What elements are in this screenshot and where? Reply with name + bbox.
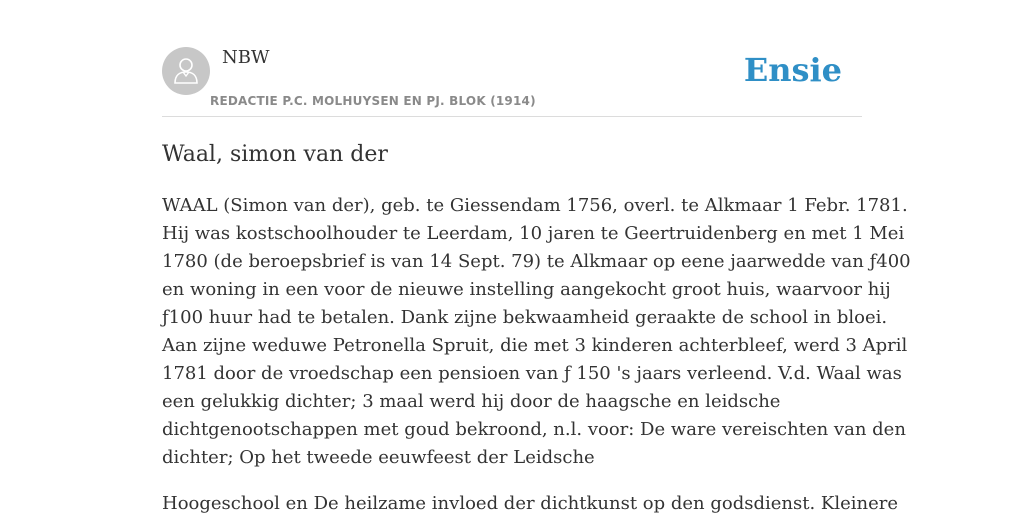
paragraph-line: en woning in een voor de nieuwe instelling aangekocht groot huis, waarvoor hij (162, 279, 891, 300)
source-name[interactable]: NBW (222, 47, 270, 68)
brand-logo[interactable]: Ensie (743, 51, 842, 89)
paragraph-line: een gelukkig dichter; 3 maal werd hij door de haagsche en leidsche (162, 391, 781, 412)
paragraph-line: dichtgenootschappen met goud bekroond, n.l. voor: De ware vereischten van den (162, 419, 906, 440)
article-paragraph-2 (162, 490, 899, 518)
user-silhouette-icon (172, 56, 200, 86)
paragraph-line: 1781 door de vroedschap een pensioen van ƒ 150 's jaars verleend. V.d. Waal was (162, 363, 902, 384)
paragraph-line: Hij was kostschoolhouder te Leerdam, 10 jaren te Geertruidenberg en met 1 Mei (162, 223, 905, 244)
paragraph-line: 1780 (de beroepsbrief is van 14 Sept. 79) te Alkmaar op eene jaarwedde van ƒ400 (162, 251, 911, 272)
avatar[interactable] (162, 47, 210, 95)
paragraph-line: Hoogeschool en De heilzame invloed der dichtkunst op den godsdienst. Kleinere (162, 493, 899, 514)
paragraph-line: WAAL (Simon van der), geb. te Giessendam 1756, overl. te Alkmaar 1 Febr. 1781. (162, 195, 908, 216)
article-title: Waal, simon van der (162, 142, 388, 167)
source-subtitle: REDACTIE P.C. MOLHUYSEN EN PJ. BLOK (1914) (210, 94, 536, 108)
paragraph-line: ƒ100 huur had te betalen. Dank zijne bekwaamheid geraakte de school in bloei. (162, 307, 888, 328)
source-header (162, 40, 862, 117)
article-paragraph-1 (162, 192, 911, 472)
paragraph-line: Aan zijne weduwe Petronella Spruit, die met 3 kinderen achterbleef, werd 3 April (162, 335, 908, 356)
paragraph-line: dichter; Op het tweede eeuwfeest der Leidsche (162, 447, 595, 468)
